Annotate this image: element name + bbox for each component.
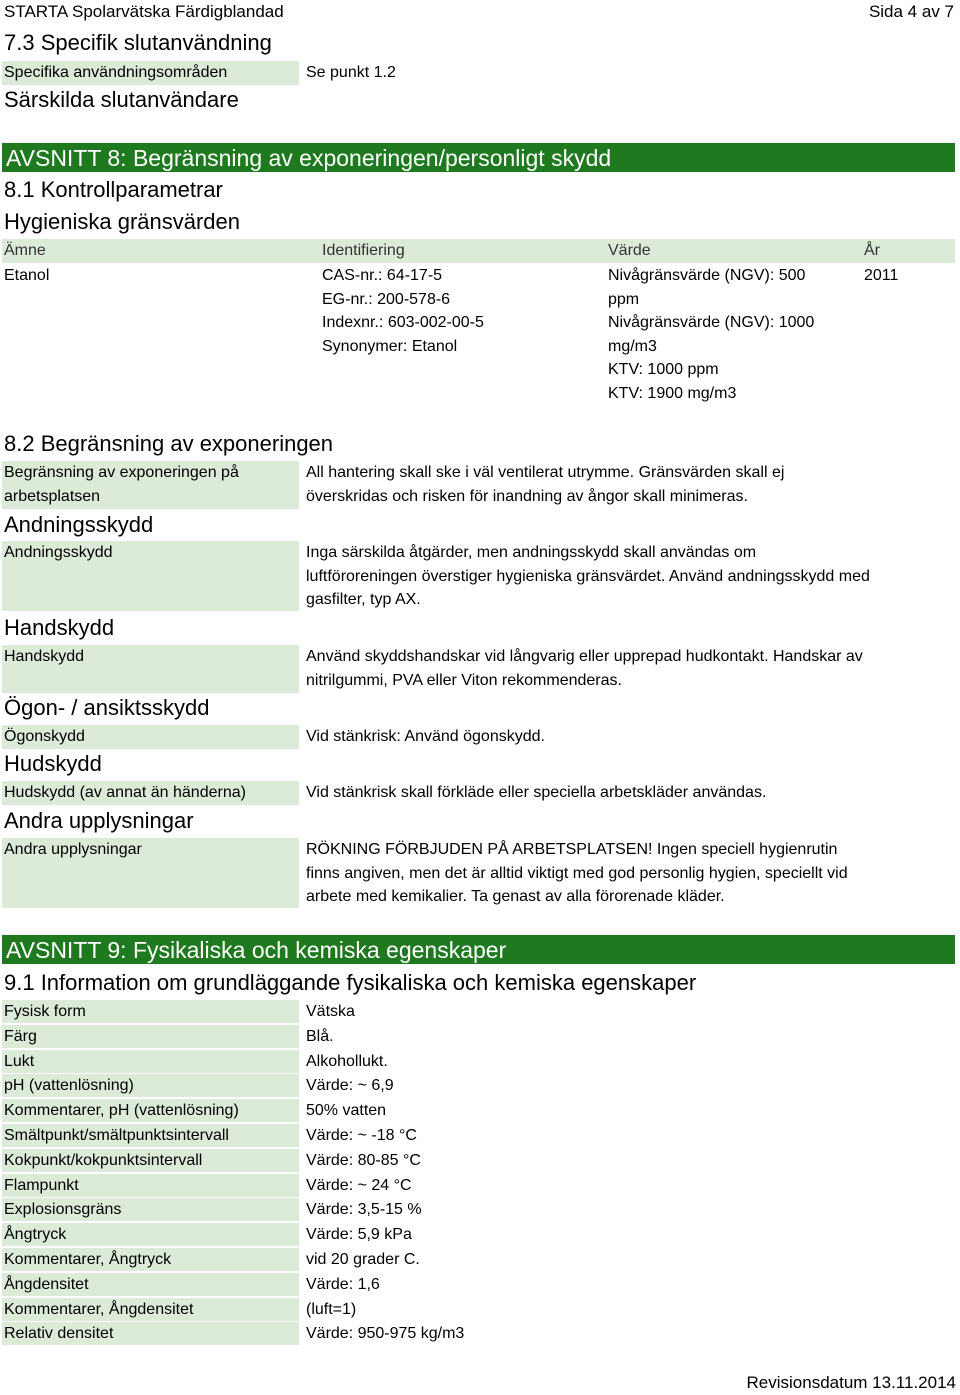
ident-line: CAS-nr.: 64-17-5 — [322, 267, 443, 284]
respiratory-heading: Andningsskydd — [4, 512, 154, 537]
workplace-value: All hantering skall ske i väl ventilerat utrymme. Gränsvärden skall ej överskridas och risken för inandning av ångor skall minimeras. — [306, 464, 785, 505]
property-label: Kommentarer, Ångtryck — [4, 1251, 172, 1268]
value-line: KTV: 1000 ppm — [608, 361, 719, 378]
property-value: (luft=1) — [306, 1300, 357, 1318]
hand-protection-label: Handskydd — [4, 648, 85, 665]
hand-protection-value: Använd skyddshandskar vid långvarig eller upprepad hudkontakt. Handskar av nitrilgummi, PVA eller Viton rekommenderas. — [306, 648, 863, 689]
property-value: Värde: 3,5-15 % — [306, 1201, 422, 1219]
revision-date: Revisionsdatum 13.11.2014 — [746, 1373, 956, 1392]
value-line: KTV: 1900 mg/m3 — [608, 384, 737, 402]
table-header — [2, 239, 955, 263]
property-value: Blå. — [306, 1027, 334, 1045]
property-label: Smältpunkt/smältpunktsintervall — [4, 1127, 229, 1144]
label-cell-bg — [2, 1025, 299, 1048]
other-info-heading: Andra upplysningar — [4, 808, 194, 833]
property-label: Färg — [4, 1027, 37, 1045]
skin-protection-label: Hudskydd (av annat än händerna) — [4, 784, 246, 801]
property-value: Vätska — [306, 1003, 355, 1020]
substance-name: Etanol — [4, 267, 50, 284]
document-title: STARTA Spolarvätska Färdigblandad — [4, 2, 284, 21]
hand-protection-heading: Handskydd — [4, 615, 115, 640]
section-8-1-heading: 8.1 Kontrollparametrar — [4, 177, 223, 202]
ident-line: Synonymer: Etanol — [322, 337, 458, 355]
eye-protection-value: Vid stänkrisk: Använd ögonskydd. — [306, 728, 545, 745]
section-8-bar — [2, 143, 955, 172]
skin-protection-value: Vid stänkrisk skall förkläde eller speciella arbetskläder användas. — [306, 784, 767, 801]
value-line: ppm — [608, 290, 640, 308]
property-label: Ångdensitet — [4, 1275, 89, 1293]
ident-line: Indexnr.: 603-002-00-5 — [322, 314, 484, 331]
skin-protection-heading: Hudskydd — [4, 751, 102, 776]
respiratory-label: Andningsskydd — [4, 544, 113, 561]
year-value: 2011 — [864, 267, 899, 284]
areas-label: Specifika användningsområden — [4, 64, 228, 81]
column-header-year: År — [864, 242, 880, 259]
special-users-heading: Särskilda slutanvändare — [4, 87, 239, 112]
areas-value: Se punkt 1.2 — [306, 64, 396, 81]
hygienic-limits-heading: Hygieniska gränsvärden — [4, 209, 241, 234]
section-8-2-heading: 8.2 Begränsning av exponeringen — [4, 431, 334, 456]
value-line: mg/m3 — [608, 337, 657, 355]
ident-line: EG-nr.: 200-578-6 — [322, 290, 451, 308]
property-label: Kommentarer, pH (vattenlösning) — [4, 1102, 239, 1120]
property-label: Explosionsgräns — [4, 1201, 122, 1219]
section-9-title: AVSNITT 9: Fysikaliska och kemiska egenskaper — [6, 937, 507, 963]
column-header-value: Värde — [608, 242, 651, 259]
property-label: Relativ densitet — [4, 1325, 114, 1343]
property-value: Värde: ~ 6,9 — [306, 1077, 394, 1095]
property-value: Alkohollukt. — [306, 1052, 388, 1070]
property-label: Flampunkt — [4, 1176, 79, 1194]
section-7-3-heading: 7.3 Specifik slutanvändning — [4, 30, 272, 55]
property-value: 50% vatten — [306, 1102, 387, 1120]
section-9-1-heading: 9.1 Information om grundläggande fysikaliska och kemiska egenskaper — [4, 970, 697, 995]
property-value: Värde: ~ 24 °C — [306, 1176, 412, 1194]
column-header-substance: Ämne — [4, 242, 46, 259]
value-list — [608, 264, 814, 405]
property-value: Värde: ~ -18 °C — [306, 1127, 417, 1144]
other-info-label: Andra upplysningar — [4, 841, 142, 858]
page-number: Sida 4 av 7 — [868, 2, 954, 21]
section-8-title: AVSNITT 8: Begränsning av exponeringen/personligt skydd — [6, 145, 612, 171]
other-info-value: RÖKNING FÖRBJUDEN PÅ ARBETSPLATSEN! Ingen speciell hygienrutin finns angiven, men det är alltid viktigt med god personlig hygien, speciellt vid arbete med kemikalier. Ta genast av alla förorenade kläder. — [306, 841, 848, 905]
property-label: Kokpunkt/kokpunktsintervall — [4, 1151, 203, 1169]
property-value: Värde: 80-85 °C — [306, 1151, 421, 1169]
property-value: Värde: 1,6 — [306, 1275, 380, 1293]
workplace-label: Begränsning av exponeringen på arbetsplatsen — [4, 464, 239, 505]
property-label: Lukt — [4, 1052, 35, 1070]
property-label: Fysisk form — [4, 1003, 86, 1020]
respiratory-value: Inga särskilda åtgärder, men andningsskydd skall användas om luftföroreningen överstiger hygieniska gränsvärdet. Använd andningsskydd med gasfilter, typ AX. — [306, 544, 870, 608]
property-value: Värde: 950-975 kg/m3 — [306, 1325, 465, 1343]
column-header-identification: Identifiering — [322, 242, 405, 259]
property-label: Ångtryck — [4, 1226, 67, 1244]
section-9-bar — [2, 935, 955, 964]
value-line: Nivågränsvärde (NGV): 500 — [608, 267, 806, 284]
value-line: Nivågränsvärde (NGV): 1000 — [608, 314, 815, 331]
identification-list — [322, 264, 484, 358]
label-cell-bg — [2, 1050, 299, 1073]
eye-protection-label: Ögonskydd — [4, 728, 85, 745]
property-value: vid 20 grader C. — [306, 1251, 420, 1268]
property-value: Värde: 5,9 kPa — [306, 1226, 412, 1244]
property-label: pH (vattenlösning) — [4, 1077, 134, 1095]
property-label: Kommentarer, Ångdensitet — [4, 1300, 194, 1318]
eye-protection-heading: Ögon- / ansiktsskydd — [4, 695, 210, 720]
